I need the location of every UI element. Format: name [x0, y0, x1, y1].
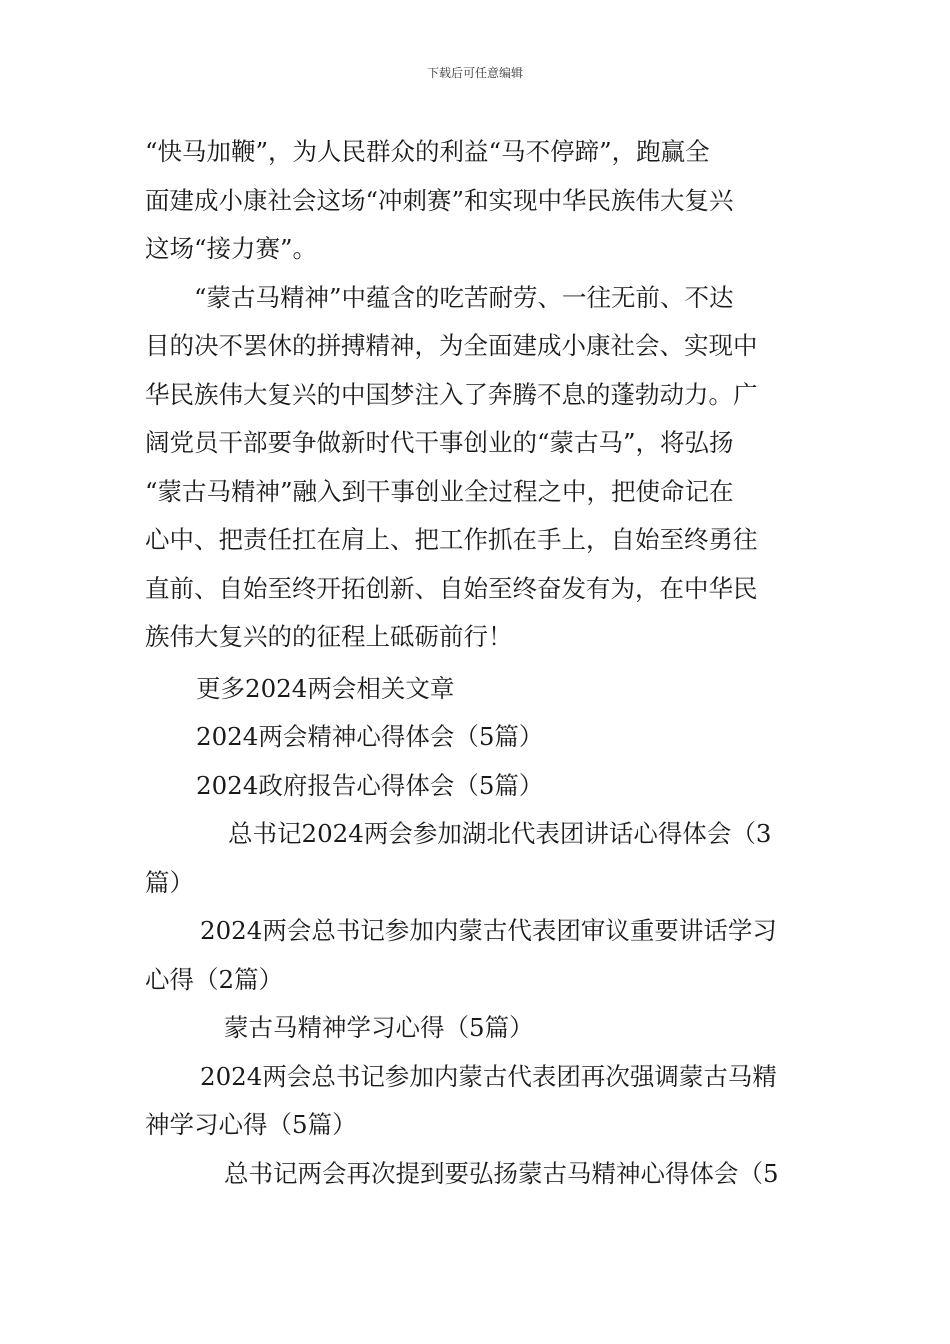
text-line: 阔党员干部要争做新时代干事创业的“蒙古马”，将弘扬: [145, 428, 734, 457]
page-header-note: 下载后可任意编辑: [426, 66, 523, 80]
text-line: 面建成小康社会这场“冲刺赛”和实现中华民族伟大复兴: [145, 185, 734, 215]
related-article-link[interactable]: 总书记两会再次提到要弘扬蒙古马精神心得体会（5: [224, 1158, 779, 1188]
related-article-line: 神学习心得（5篇）: [145, 1110, 357, 1139]
text-line: “蒙古马精神”融入到干事创业全过程之中，把使命记在: [145, 476, 734, 506]
paragraph-2: [145, 274, 811, 662]
text-line: 族伟大复兴的的征程上砥砺前行！: [145, 622, 513, 651]
text-line: “蒙古马精神”中蕴含的吃苦耐劳、一往无前、不达: [194, 282, 734, 312]
text-line: 目的决不罢休的拼搏精神，为全面建成小康社会、实现中: [145, 331, 758, 360]
related-article-line: 篇）: [145, 867, 194, 897]
related-article-line: 2024两会总书记参加内蒙古代表团审议重要讲话学习: [200, 916, 777, 945]
text-line: 直前、自始至终开拓创新、自始至终奋发有为，在中华民: [145, 573, 758, 603]
text-line: 这场“接力赛”。: [145, 234, 318, 263]
related-article-link[interactable]: [145, 907, 811, 1004]
related-article-line: 总书记2024两会参加湖北代表团讲话心得体会（3: [228, 819, 772, 848]
text-line: “快马加鞭”，为人民群众的利益“马不停蹄”，跑赢全: [145, 137, 710, 166]
related-articles-title: 更多2024两会相关文章: [196, 673, 455, 703]
related-article-line: 2024两会总书记参加内蒙古代表团再次强调蒙古马精: [200, 1061, 777, 1091]
related-article-link[interactable]: [145, 810, 811, 907]
related-article-link[interactable]: 2024政府报告心得体会（5篇）: [196, 770, 544, 800]
related-article-line: 心得（2篇）: [145, 964, 284, 994]
paragraph-1: [145, 128, 811, 274]
document-body: [145, 128, 811, 1198]
related-article-link[interactable]: [145, 1053, 811, 1150]
related-article-link[interactable]: 蒙古马精神学习心得（5篇）: [224, 1013, 534, 1042]
text-line: 华民族伟大复兴的中国梦注入了奔腾不息的蓬勃动力。广: [145, 379, 758, 409]
text-line: 心中、把责任扛在肩上、把工作抓在手上，自始至终勇往: [145, 525, 758, 554]
related-article-link[interactable]: 2024两会精神心得体会（5篇）: [196, 722, 544, 751]
